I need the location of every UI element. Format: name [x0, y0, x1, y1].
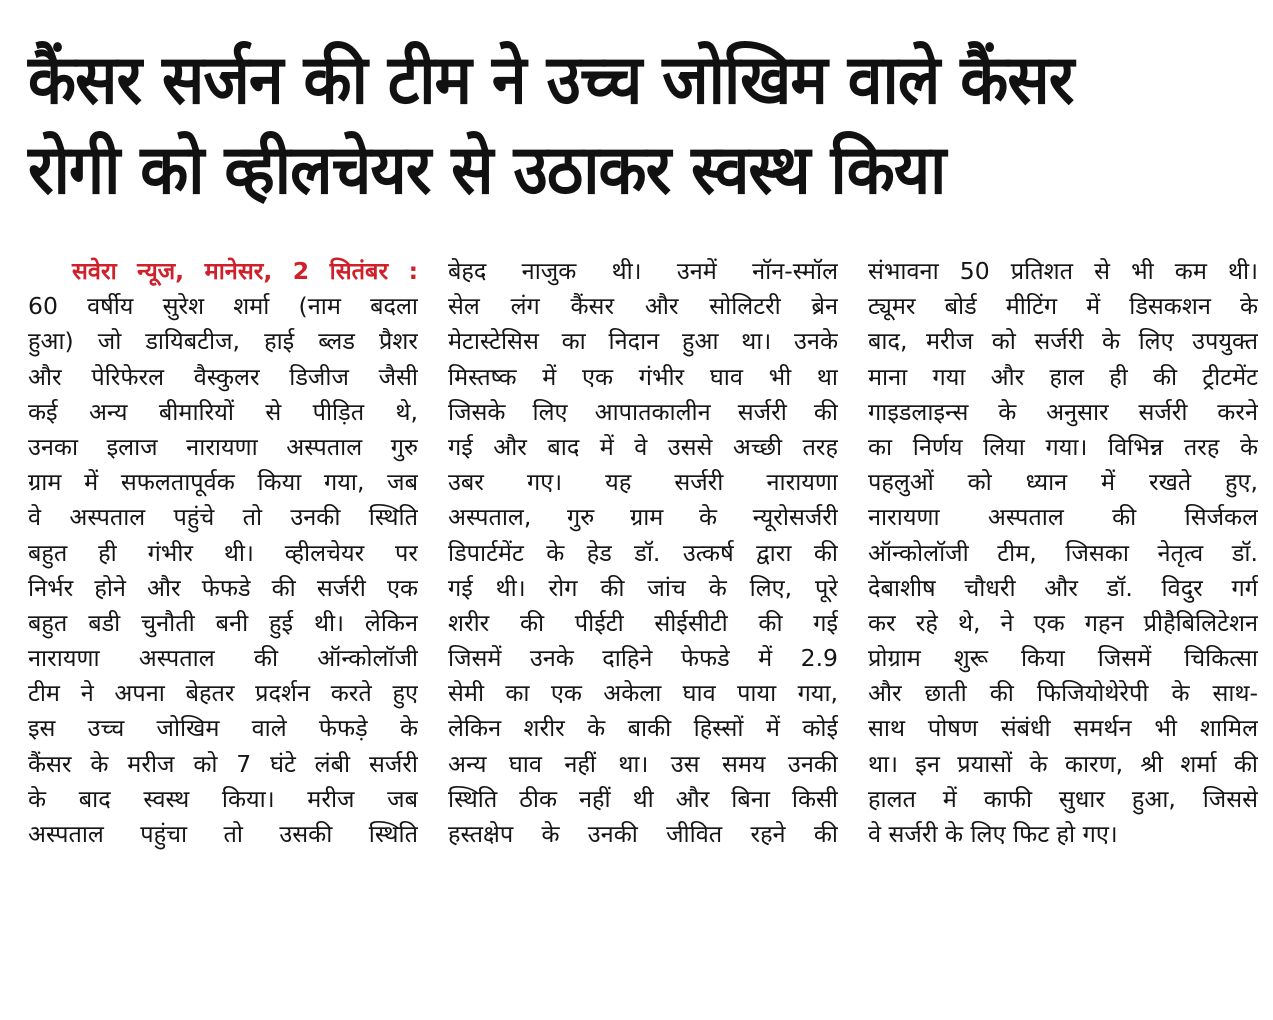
body-line: साथ पोषण संबंधी समर्थन भी शामिल [868, 714, 1258, 743]
body-line: अस्पताल पहुंचा तो उसकी स्थिति [28, 820, 418, 848]
body-line: 60 वर्षीय सुरेश शर्मा (नाम बदला [28, 292, 418, 321]
body-line: हालत में काफी सुधार हुआ, जिससे [868, 784, 1258, 813]
body-line: का निर्णय लिया गया। विभिन्न तरह के [868, 432, 1258, 461]
body-line: ग्राम में सफलतापूर्वक किया गया, जब [28, 468, 418, 497]
body-line: स्थिति ठीक नहीं थी और बिना किसी [448, 784, 838, 813]
body-line: डिपार्टमेंट के हेड डॉ. उत्कर्ष द्वारा की [448, 538, 838, 567]
body-line: मेटास्टेसिस का निदान हुआ था। उनके [448, 327, 838, 356]
body-line: था। इन प्रयासों के कारण, श्री शर्मा की [868, 749, 1258, 778]
article-body [28, 254, 1258, 852]
body-line: निर्भर होने और फेफडे की सर्जरी एक [28, 573, 418, 602]
body-line: इस उच्च जोखिम वाले फेफड़े के [28, 714, 418, 743]
body-line: हस्तक्षेप के उनकी जीवित रहने की [448, 820, 838, 848]
body-line: संभावना 50 प्रतिशत से भी कम थी। [868, 257, 1258, 285]
article-column-3 [868, 254, 1258, 852]
body-line: गाइडलाइन्स के अनुसार सर्जरी करने [868, 397, 1258, 426]
body-line: और छाती की फिजियोथेरेपी के साथ- [868, 679, 1258, 708]
body-line: लेकिन शरीर के बाकी हिस्सों में कोई [448, 714, 838, 743]
body-line: कैंसर के मरीज को 7 घंटे लंबी सर्जरी [28, 749, 418, 778]
body-line: और पेरिफेरल वैस्कुलर डिजीज जैसी [28, 362, 418, 391]
headline-line-2: रोगी को व्हीलचेयर से उठाकर स्वस्थ किया [28, 131, 946, 210]
body-line: अस्पताल, गुरु ग्राम के न्यूरोसर्जरी [448, 503, 838, 532]
body-line: उनका इलाज नारायणा अस्पताल गुरु [28, 432, 418, 461]
body-line: गई और बाद में वे उससे अच्छी तरह [448, 432, 838, 461]
body-line: शरीर की पीईटी सीईसीटी की गई [448, 608, 838, 637]
body-line: टीम ने अपना बेहतर प्रदर्शन करते हुए [28, 679, 418, 708]
body-line: ट्यूमर बोर्ड मीटिंग में डिसकशन के [868, 292, 1258, 321]
body-line: देबाशीष चौधरी और डॉ. विदुर गर्ग [868, 573, 1258, 602]
body-line: पहलुओं को ध्यान में रखते हुए, [868, 468, 1258, 497]
body-line: बेहद नाजुक थी। उनमें नॉन-स्मॉल [448, 257, 838, 285]
body-line: अन्य घाव नहीं था। उस समय उनकी [448, 749, 838, 778]
article-column-1 [28, 254, 418, 852]
body-line: वे सर्जरी के लिए फिट हो गए। [868, 820, 1118, 848]
body-line: कई अन्य बीमारियों से पीड़ित थे, [28, 397, 418, 426]
article-column-2 [448, 254, 838, 852]
body-line: सेल लंग कैंसर और सोलिटरी ब्रेन [448, 292, 838, 321]
body-line: प्रोग्राम शुरू किया जिसमें चिकित्सा [868, 644, 1258, 673]
body-line: बहुत बडी चुनौती बनी हुई थी। लेकिन [28, 608, 418, 637]
body-line: ऑन्कोलॉजी टीम, जिसका नेतृत्व डॉ. [868, 538, 1258, 567]
body-line: वे अस्पताल पहुंचे तो उनकी स्थिति [28, 503, 418, 532]
body-line: कर रहे थे, ने एक गहन प्रीहैबिलिटेशन [868, 608, 1258, 637]
body-line: बाद, मरीज को सर्जरी के लिए उपयुक्त [868, 327, 1258, 356]
body-line: हुआ) जो डायिबटीज, हाई ब्लड प्रैशर [28, 327, 418, 356]
body-line: नारायणा अस्पताल की ऑन्कोलॉजी [28, 644, 418, 673]
body-line: जिसके लिए आपातकालीन सर्जरी की [448, 397, 838, 426]
cropped-next-headline [0, 1004, 1273, 1020]
dateline: सवेरा न्यूज, मानेसर, 2 सितंबर : [72, 257, 418, 285]
body-line: सेमी का एक अकेला घाव पाया गया, [448, 679, 838, 708]
body-line: जिसमें उनके दाहिने फेफडे में 2.9 [448, 644, 838, 673]
body-line: माना गया और हाल ही की ट्रीटमेंट [868, 362, 1258, 391]
body-line: उबर गए। यह सर्जरी नारायणा [448, 468, 838, 497]
body-line: मिस्तष्क में एक गंभीर घाव भी था [448, 362, 838, 391]
headline-line-1: कैंसर सर्जन की टीम ने उच्च जोखिम वाले कैंसर [28, 41, 1074, 120]
body-line: के बाद स्वस्थ किया। मरीज जब [28, 784, 418, 813]
article-headline [28, 36, 1160, 216]
body-line: बहुत ही गंभीर थी। व्हीलचेयर पर [28, 538, 418, 567]
body-line: नारायणा अस्पताल की सिर्जकल [868, 503, 1258, 532]
body-line: गई थी। रोग की जांच के लिए, पूरे [448, 573, 838, 602]
